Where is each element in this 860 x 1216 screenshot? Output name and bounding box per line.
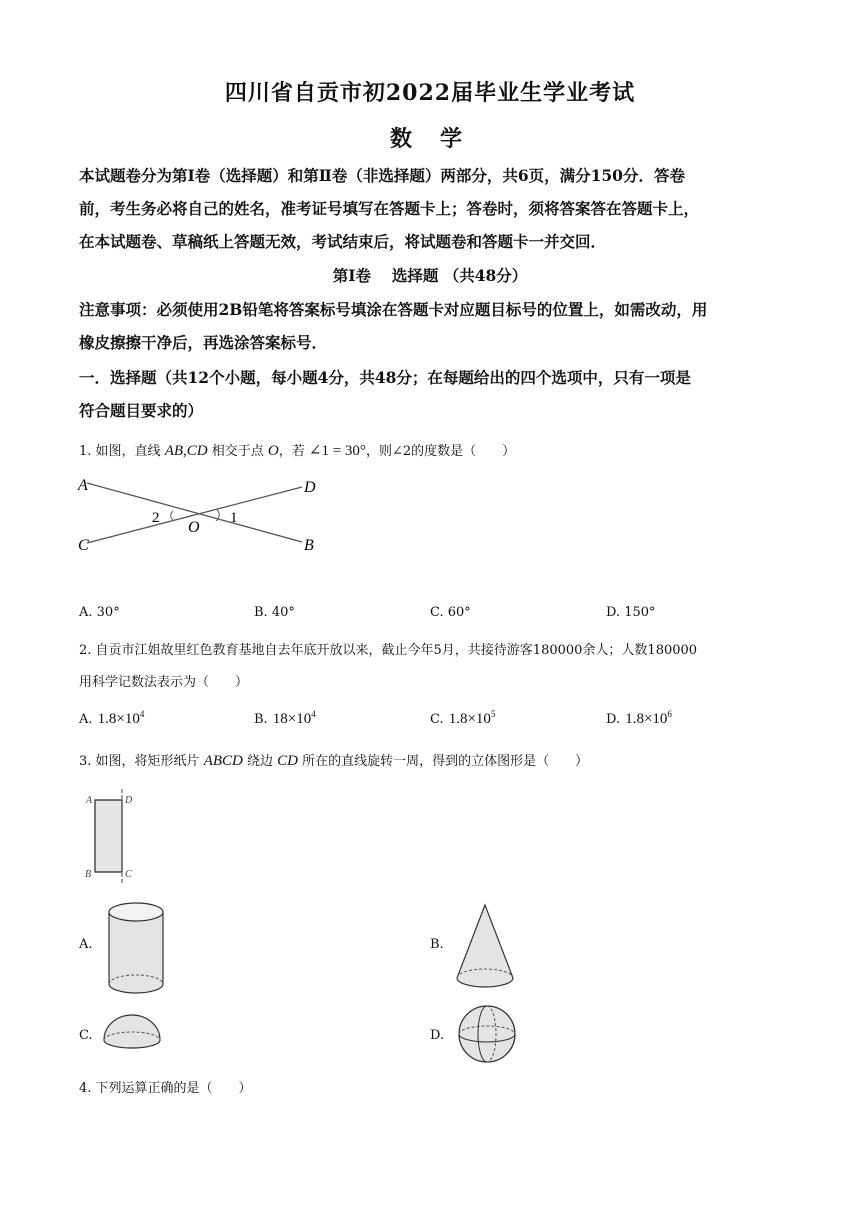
q2-option-d-letter: D. [606, 712, 621, 727]
label-b: B [85, 869, 92, 880]
q1-stem-cond: ，若 [278, 444, 305, 459]
q2-option-b-value: $18\times 10^4$ [272, 709, 316, 727]
label-angle-2: 2 [152, 510, 160, 526]
sphere-icon[interactable] [455, 1003, 520, 1066]
part-heading-2: 符合题目要求的） [79, 401, 204, 420]
q1-stem-pre: 1. 如图，直线 [79, 444, 161, 459]
label-angle-1: 1 [230, 510, 238, 526]
cone-icon[interactable] [450, 900, 530, 995]
q1-option-d[interactable]: D. 150° [606, 605, 656, 620]
q3-option-c-label[interactable]: C. [79, 1028, 93, 1043]
q2-stem-line-2: 用科学记数法表示为（ ） [79, 675, 249, 690]
label-b: B [304, 537, 314, 554]
q3-stem-post: 所在的直线旋转一周，得到的立体图形是（ ） [302, 754, 589, 769]
notice-line-2: 橡皮擦擦干净后，再选涂答案标号． [79, 333, 328, 352]
subject-title: 数学 [389, 126, 490, 152]
label-d: D [125, 795, 133, 806]
label-a: A [78, 477, 88, 494]
q1-stem-post: ，则∠2的度数是（ ） [365, 444, 516, 459]
label-a: A [86, 795, 93, 806]
part-heading-1: 一．选择题（共12个小题，每小题4分，共48分；在每题给出的四个选项中，只有一项是 [79, 368, 691, 387]
q2-option-a[interactable] [79, 708, 144, 728]
q4-stem: 4. 下列运算正确的是（ ） [79, 1081, 252, 1096]
q3-stem-pre: 3. 如图，将矩形纸片 [79, 754, 200, 769]
q3-option-a-label[interactable]: A. [79, 937, 93, 952]
q1-point: O [267, 443, 279, 459]
hemisphere-icon[interactable] [100, 1010, 165, 1060]
q1-figure [70, 470, 330, 560]
q2-option-c-letter: C. [430, 712, 444, 727]
q2-option-b[interactable] [254, 708, 316, 728]
q2-option-c[interactable] [430, 708, 495, 728]
q2-option-c-value: $1.8\times 10^5$ [448, 709, 496, 727]
q2-option-d-value: $1.8\times 10^6$ [625, 709, 672, 727]
cylinder-icon[interactable] [100, 896, 170, 1001]
q2-option-d[interactable] [606, 708, 672, 728]
q2-option-a-letter: A. [79, 712, 93, 727]
angle-2-arc [171, 511, 174, 521]
notice-line-1: 注意事项：必须使用2B铅笔将答案标号填涂在答题卡对应题目标号的位置上，如需改动，用 [79, 300, 708, 319]
q3-option-d-label[interactable]: D. [430, 1028, 445, 1043]
q3-stem [79, 750, 588, 770]
intro-line-1: 本试题卷分为第Ⅰ卷（选择题）和第Ⅱ卷（非选择题）两部分，共6页，满分150分．答卷 [79, 166, 685, 185]
q2-stem-line-1: 2. 自贡市江姐故里红色教育基地自去年底开放以来，截止今年5月，共接待游客180000余人；人数180000 [79, 643, 698, 658]
q1-stem [79, 440, 515, 460]
section-heading: 第Ⅰ卷 选择题 （共48分） [332, 266, 528, 285]
rectangle-abcd [95, 800, 122, 872]
q2-option-b-letter: B. [254, 712, 268, 727]
exam-title: 四川省自贡市初2022届毕业生学业考试 [224, 80, 636, 106]
q1-angle-expr: ∠1 = 30° [308, 443, 366, 459]
q3-rectangle-figure [80, 785, 140, 885]
q1-stem-mid: 相交于点 [211, 444, 264, 459]
q2-option-a-value: $1.8\times 10^4$ [97, 709, 145, 727]
q3-option-b-label[interactable]: B. [430, 937, 444, 952]
label-c: C [125, 869, 132, 880]
label-c: C [78, 537, 89, 554]
label-o: O [188, 519, 200, 536]
q3-edge: CD [277, 753, 298, 769]
intro-line-3: 在本试题卷、草稿纸上答题无效，考试结束后，将试题卷和答题卡一并交回． [79, 232, 607, 251]
q1-option-a[interactable]: A. 30° [79, 605, 120, 620]
q3-stem-mid: 绕边 [247, 754, 274, 769]
q3-rect: ABCD [203, 753, 243, 769]
q1-option-c[interactable]: C. 60° [430, 605, 471, 620]
q1-option-b[interactable]: B. 40° [254, 605, 295, 620]
intro-line-2: 前，考生务必将自己的姓名，准考证号填写在答题卡上；答卷时，须将答案答在答题卡上， [79, 199, 700, 218]
label-d: D [304, 479, 316, 496]
q1-lines: AB,CD [164, 443, 208, 459]
